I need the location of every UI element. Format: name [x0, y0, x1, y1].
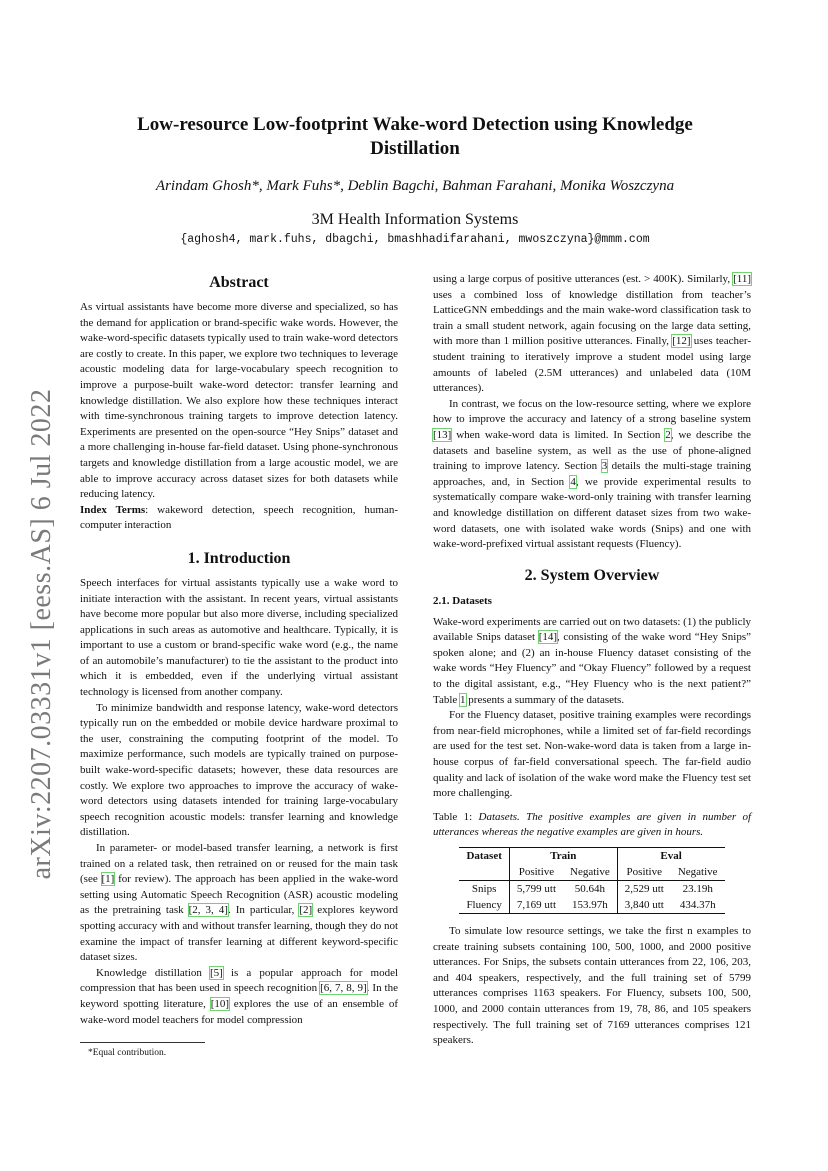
table-row: [459, 881, 724, 898]
header-train: Train: [509, 848, 617, 865]
intro-paragraph-4: [80, 966, 398, 1028]
intro-paragraph-1: Speech interfaces for virtual assistants typically use a wake word to initiate interaction with the assistant. In recent years, virtual assistants have become more popular but also more diverse, including specialized applications in such areas as automotive and healthcare. Typically, it is important to use a custom or brand-specific wake word (e.g., the name of an automobile’s manufacturer) to tie the assistant to the product into which it is embedded, even if the underlying virtual assistant technology is licensed from another company.: [80, 576, 398, 699]
text-span: for review). The approach has been applied in the wake-word setting using Automatic Speech Recognition (ASR) acoustic modeling as the pretraining task: [80, 873, 398, 917]
row-name: Snips: [459, 881, 509, 898]
citation-link[interactable]: [10]: [210, 997, 230, 1010]
author-emails: {aghosh4, mark.fuhs, dbagchi, bmashhadifarahani, mwoszczyna}@mmm.com: [180, 233, 650, 246]
section-link[interactable]: 4: [570, 475, 576, 488]
citation-link[interactable]: [5]: [210, 966, 223, 979]
header-empty-cell: [459, 864, 509, 881]
table-row: [459, 897, 724, 914]
eval-positive-cell: 2,529 utt: [624, 883, 664, 895]
train-positive-cell: 5,799 utt: [516, 883, 557, 895]
text-span: , we describe the datasets and baseline system, as well as the use of phone-aligned training to improve latency. Section: [433, 428, 751, 473]
header-eval: Eval: [660, 850, 682, 862]
index-terms-label: Index Terms: [80, 503, 146, 516]
citation-link[interactable]: [11]: [733, 273, 751, 285]
footnote-equal-contribution: *Equal contribution.: [88, 1048, 167, 1059]
datasets-paragraph-2: For the Fluency dataset, positive training examples were recordings from near-field microphones, while a limited set of far-field recordings are used for the test set. Non-wake-word data is taken from a large in-house corpus of far-field conversational speech. The far-field audio quality and lack of isolation of the wake word make the Fluency test set more challenging.: [433, 709, 751, 800]
right-paragraph-1: [433, 272, 751, 397]
eval-negative-cell: 23.19h: [682, 883, 713, 895]
section-link[interactable]: 3: [601, 460, 608, 473]
row-name: Fluency: [459, 897, 509, 914]
index-terms: [80, 503, 398, 534]
datasets-subheading: 2.1. Datasets: [433, 594, 492, 607]
section-link[interactable]: 2: [665, 428, 671, 441]
right-paragraph-2: [433, 397, 751, 553]
header-positive: Positive: [518, 866, 555, 878]
datasets-paragraph-1: [433, 615, 751, 709]
citation-link[interactable]: [1]: [101, 873, 115, 886]
datasets-table: [459, 847, 724, 914]
train-positive-cell: 7,169 utt: [516, 899, 557, 911]
right-column: [433, 272, 751, 1049]
eval-positive-cell: 3,840 utt: [624, 899, 664, 911]
caption-label: Table 1:: [433, 810, 479, 823]
text-span: using a large corpus of positive utterances (est. > 400K). Similarly,: [433, 273, 734, 285]
text-span: presents a summary of the datasets.: [465, 693, 625, 706]
citation-link[interactable]: [2, 3, 4]: [188, 904, 228, 917]
text-span: when wake-word data is limited. In Section: [451, 428, 666, 441]
text-span: Wake-word experiments are carried out on two datasets: (1) the publicly available Snips dataset: [433, 615, 752, 644]
text-span: uses a combined loss of knowledge distillation from teacher’s LatticeGNN embeddings and the main wake-word classification task to train a small student network, again focusing on the large data setting, with more than 1 million positive utterances. Finally,: [433, 288, 751, 348]
header-negative: Negative: [677, 866, 718, 878]
citation-link[interactable]: [6, 7, 8, 9]: [320, 982, 367, 995]
text-span: Knowledge distillation: [96, 966, 211, 979]
caption-text: Datasets. The positive examples are given in number of utterances whereas the negative examples are given in hours.: [433, 810, 752, 839]
table-caption: [433, 810, 751, 841]
text-span: In parameter- or model-based transfer learning, a network is first trained on a related task, then retrained on or reused for the main task (see: [80, 842, 398, 886]
header-positive: Positive: [626, 866, 662, 878]
intro-paragraph-2: To minimize bandwidth and response latency, wake-word detectors typically run on the embedded or mobile device hardware proximal to the user, constraining the computing footprint of the model. To maximize performance, such models are typically trained on purpose-built wake-word-specific datasets; however, these data resources are costly. We explore two approaches to improve the accuracy of wake-word detectors using datasets intended for training large-vocabulary speech recognition acoustic models: transfer learning and knowledge distillation.: [80, 701, 398, 839]
datasets-paragraph-3: To simulate low resource settings, we take the first n examples to create training subsets containing 100, 500, 1000, and 2000 positive utterances. For Snips, the subsets contain utterances from 22, 106, 203, and 404 speakers, respectively, and the full training set of 5799 utterances comprises 1163 speakers. For Fluency, subsets 100, 500, 1000, and 2000 contain utterances from 19, 78, 86, and 105 speakers respectively. The full training set of 7169 utterances comprises 121 speakers.: [433, 925, 751, 1047]
text-span: , we provide experimental results to systematically compare wake-word-only training with transfer learning and knowledge distillation on different dataset sizes from two wake-word datasets, one with isolated wake words (Snips) and one with wake-word-prefixed virtual assistant requests (Fluency).: [433, 475, 752, 551]
citation-link[interactable]: [2]: [299, 904, 313, 917]
text-span: . In the keyword spotting literature,: [80, 982, 398, 1010]
table-link[interactable]: 1: [460, 693, 466, 706]
left-column: [80, 272, 398, 1060]
text-span: explores the use of an ensemble of wake-word model teachers for model compression: [80, 997, 398, 1026]
abstract-heading: Abstract: [209, 274, 269, 291]
text-span: , consisting of the wake word “Hey Snips” spoken alone; and (2) an in-house Fluency dataset consisting of the wake words “Hey Fluency” and “Okay Fluency” followed by a request to the digital assistant, e.g., “Hey Fluency who is the next patient?” Table: [433, 631, 751, 706]
text-span: . In particular,: [227, 904, 300, 917]
text-span: details the multi-stage training approaches, and, in Section: [433, 460, 752, 488]
paper-authors: Arindam Ghosh*, Mark Fuhs*, Deblin Bagchi, Bahman Farahani, Monika Woszczyna: [155, 178, 675, 194]
arxiv-sidebar-stamp: [14, 374, 70, 894]
citation-link[interactable]: [13]: [433, 428, 452, 441]
citation-link[interactable]: [14]: [538, 631, 558, 644]
text-span: uses teacher-student training to iteratively improve a student model using large amounts of labeled (2.5M utterances) and unlabeled data (10M utterances).: [433, 335, 752, 395]
intro-paragraph-3: [80, 841, 398, 966]
header-dataset: Dataset: [459, 848, 509, 865]
abstract-text: As virtual assistants have become more diverse and specialized, so has the demand for application or brand-specific wake words. However, the wake-word-specific datasets typically used to train wake-word detectors are costly to create. In this paper, we explore two techniques to leverage acoustic modeling data for large-vocabulary speech recognition to improve a purpose-built wake-word detector: transfer learning and knowledge distillation. We also explore how these techniques interact with time-synchronous training targets to improve detection latency. Experiments are presented on the open-source “Hey Snips” dataset and a more challenging in-house far-field dataset. Using phone-synchronous targets and knowledge distillation from a large acoustic model, we are able to improve accuracy across dataset sizes for both datasets while reducing latency.: [80, 301, 398, 501]
arxiv-id-label: arXiv:2207.03331v1 [eess.AS] 6 Jul 2022: [26, 388, 57, 880]
text-span: is a popular approach for model compression that has been used in speech recognition: [80, 966, 399, 995]
text-span: In contrast, we focus on the low-resource setting, where we explore how to improve the accuracy and latency of a strong baseline system: [433, 397, 751, 426]
index-terms-text: : wakeword detection, speech recognition, human-computer interaction: [80, 503, 398, 532]
citation-link[interactable]: [12]: [672, 335, 691, 348]
header-negative: Negative: [563, 864, 617, 881]
paper-title: Low-resource Low-footprint Wake-word Detection using Knowledge Distillation: [137, 114, 693, 159]
text-span: explores keyword spotting accuracy with and without transfer learning, though they do not examine the impact of transfer learning at different keyword-specific dataset sizes.: [80, 904, 399, 964]
train-negative-cell: 153.97h: [563, 897, 617, 914]
footnote-rule: [80, 1042, 205, 1043]
train-negative-cell: 50.64h: [563, 881, 617, 898]
paper-affiliation: 3M Health Information Systems: [311, 211, 519, 228]
system-overview-heading: 2. System Overview: [524, 566, 660, 584]
intro-heading: 1. Introduction: [187, 549, 291, 567]
eval-negative-cell: 434.37h: [679, 899, 716, 911]
